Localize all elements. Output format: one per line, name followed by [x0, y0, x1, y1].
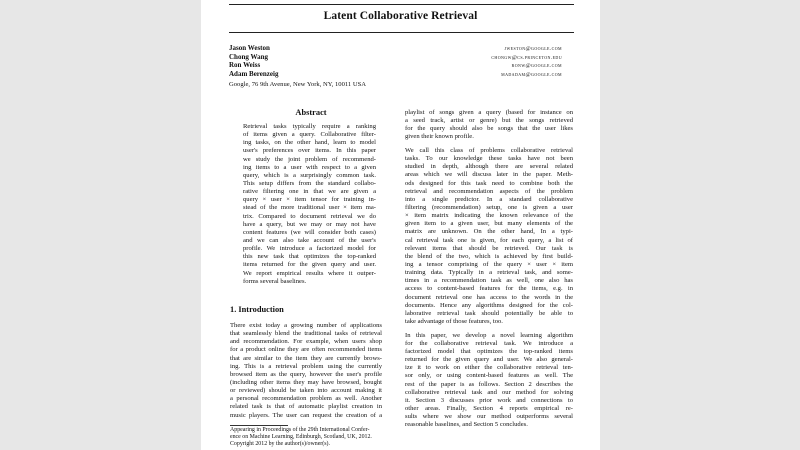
title-rule [229, 32, 574, 33]
author-email: ronw@google.com [511, 63, 562, 70]
text-line: query, which is a surprisingly common task. [243, 171, 376, 179]
author-email: madadam@google.com [501, 72, 562, 79]
author-name: Ron Weiss [229, 61, 261, 70]
text-line: factorized model that optimizes the top-ranked items [405, 347, 573, 355]
text-line: relevant items that should be retrieved. Our task is [405, 244, 573, 252]
text-line: ing a tensor comprising of the query × user × item [405, 261, 573, 269]
right-column [405, 109, 573, 429]
paragraph [405, 147, 573, 326]
footnote-line: ence on Machine Learning, Edinburgh, Scotland, UK, 2012. [230, 434, 372, 441]
text-line: items returned for the given query and user. [243, 261, 376, 269]
text-line: In this paper, we develop a novel learning algorithm [405, 331, 573, 339]
text-line: areas which we will discuss later in the paper. Meth- [405, 171, 573, 179]
text-line: rest of the paper is as follows. Section 2 describes the [405, 380, 573, 388]
text-line: sults where we show our method outperforms several [405, 413, 573, 421]
text-line: collaborative retrieval task and our method for solving [405, 388, 573, 396]
text-line: reasonable baselines, and Section 5 concludes. [405, 421, 528, 429]
text-line: Retrieval tasks typically require a ranking [243, 123, 376, 130]
author-name: Adam Berenzeig [229, 70, 279, 79]
text-line: into a single predictor. In a standard collaborative [405, 195, 573, 203]
text-line: filtering (recommendation) setup, one is given a user [405, 204, 573, 212]
text-line: We report empirical results where it outper- [243, 269, 376, 277]
text-line: This setup differs from the standard collabo- [243, 179, 376, 187]
text-line: There exist today a growing number of applications [230, 322, 382, 329]
abstract-body [243, 123, 376, 286]
text-line: documents. Hence any algorithms designed for the col- [405, 301, 573, 309]
text-line: times in a recommendation task as well, one also has [405, 277, 573, 285]
text-line: document retrieval one has access to the words in the [405, 293, 573, 301]
paragraph [405, 109, 573, 142]
text-line: user's preferences over items. In this paper [243, 147, 376, 155]
text-line: and we can also take account of the user's [243, 236, 376, 244]
paper-title: Latent Collaborative Retrieval [323, 10, 478, 22]
text-line: for the query should also be songs that the user likes [405, 125, 573, 133]
text-line: studied in depth, although there are several related [405, 163, 573, 171]
text-line: that seamlessly blend the traditional tasks of retrieval [230, 330, 382, 338]
text-line: or reviewed) should be taken into account making it [230, 387, 382, 395]
text-line: We call this class of problems collaborative retrieval [405, 147, 573, 155]
text-line: content features (we will consider both cases) [243, 228, 376, 236]
footnote-line: Appearing in Proceedings of the 29th International Confer- [230, 427, 370, 433]
text-line: matrix are unknown. On the other hand, In a typi- [405, 228, 573, 236]
text-line: given item to a given user, but many elements of the [405, 220, 573, 228]
text-line: it. Section 3 discusses prior work and connections to [405, 396, 573, 404]
author-list [229, 44, 278, 79]
author-name: Chong Wang [229, 52, 268, 61]
text-line: for a product online they are often recommended items [230, 346, 382, 354]
paragraph [405, 332, 573, 430]
author-name: Jason Weston [229, 44, 270, 52]
text-line: we study the joint problem of recommend- [243, 155, 376, 163]
text-line: this new task that optimizes the top-ranked [243, 253, 376, 261]
footnote-line: Copyright 2012 by the author(s)/owner(s). [230, 441, 330, 448]
text-line: query × user × item tensor for training in- [243, 196, 376, 204]
text-line: of items given a query. Collaborative filter- [243, 131, 376, 139]
text-line: other areas. Finally, Section 4 reports empirical re- [405, 404, 573, 412]
email-list [491, 45, 562, 80]
introduction-heading: 1. Introduction [230, 305, 284, 314]
footnote [230, 427, 390, 448]
text-line: a seed track, artist or genre) but the songs retrieved [405, 117, 573, 125]
footnote-rule [230, 425, 288, 426]
text-line: the blend of the two, which is achieved by first build- [405, 252, 573, 260]
text-line: a personal recommendation problem as well. Another [230, 395, 382, 403]
text-line: returned for the given query and user. We also general- [405, 356, 573, 364]
text-line: forms several baselines. [243, 277, 307, 285]
text-line: stead of the more traditional user × item ma- [243, 204, 376, 212]
introduction-body [230, 322, 382, 420]
text-line: browsed item as the query, however the user's profile [230, 370, 382, 378]
text-line: take advantage of those features, too. [405, 318, 503, 326]
text-line: rative filtering one in that we are given a [243, 188, 376, 196]
text-line: for the collaborative retrieval task. We introduce a [405, 339, 573, 347]
text-line: laborative retrieval task should potentially be able to [405, 309, 573, 317]
text-line: tasks. To our knowledge these tasks have not been [405, 155, 573, 163]
text-line: profile. We introduce a factorized model for [243, 245, 376, 253]
paper-page [201, 0, 600, 450]
text-line: retrieval and recommendation aspects of the problem [405, 187, 573, 195]
text-line: playlist of songs given a query (based for instance on [405, 109, 573, 116]
text-line: sor only, or using content-based features as well. The [405, 372, 573, 380]
text-line: ing. This is a retrieval problem using the currently [230, 362, 382, 370]
text-line: ing items to a user with respect to a given [243, 163, 376, 171]
text-line: (including other items they may have browsed, bought [230, 378, 382, 386]
text-line: training data. Typically in a retrieval task, and some- [405, 269, 573, 277]
text-line: ing tasks, on the other hand, learn to model [243, 139, 376, 147]
text-line: ods designed for this task need to combine both the [405, 179, 573, 187]
text-line: given their known profile. [405, 133, 474, 141]
text-line: and recommendation. For example, when users shop [230, 338, 382, 346]
affiliation: Google, 76 9th Avenue, New York, NY, 10011 USA [229, 81, 367, 88]
text-line: that are similar to the item they are currently brows- [230, 354, 382, 362]
text-line: trix. Compared to document retrieval we do [243, 212, 376, 220]
author-email: chongw@cs.princeton.edu [491, 54, 562, 61]
author-email: jweston@google.com [504, 46, 562, 52]
text-line: ize it to work on either the collaborative retrieval ten- [405, 364, 573, 372]
text-line: music players. The user can request the creation of a [230, 411, 382, 419]
text-line: × item matrix indicating the known relevance of the [405, 212, 573, 220]
text-line: have a query, but we may or may not have [243, 220, 376, 228]
text-line: access to content-based features for the items, e.g. in [405, 285, 573, 293]
text-line: related task is that of automatic playlist creation in [230, 403, 382, 411]
top-rule [229, 4, 574, 5]
text-line: cal retrieval task one is given, for each query, a list of [405, 236, 573, 244]
abstract-heading: Abstract [295, 108, 327, 117]
